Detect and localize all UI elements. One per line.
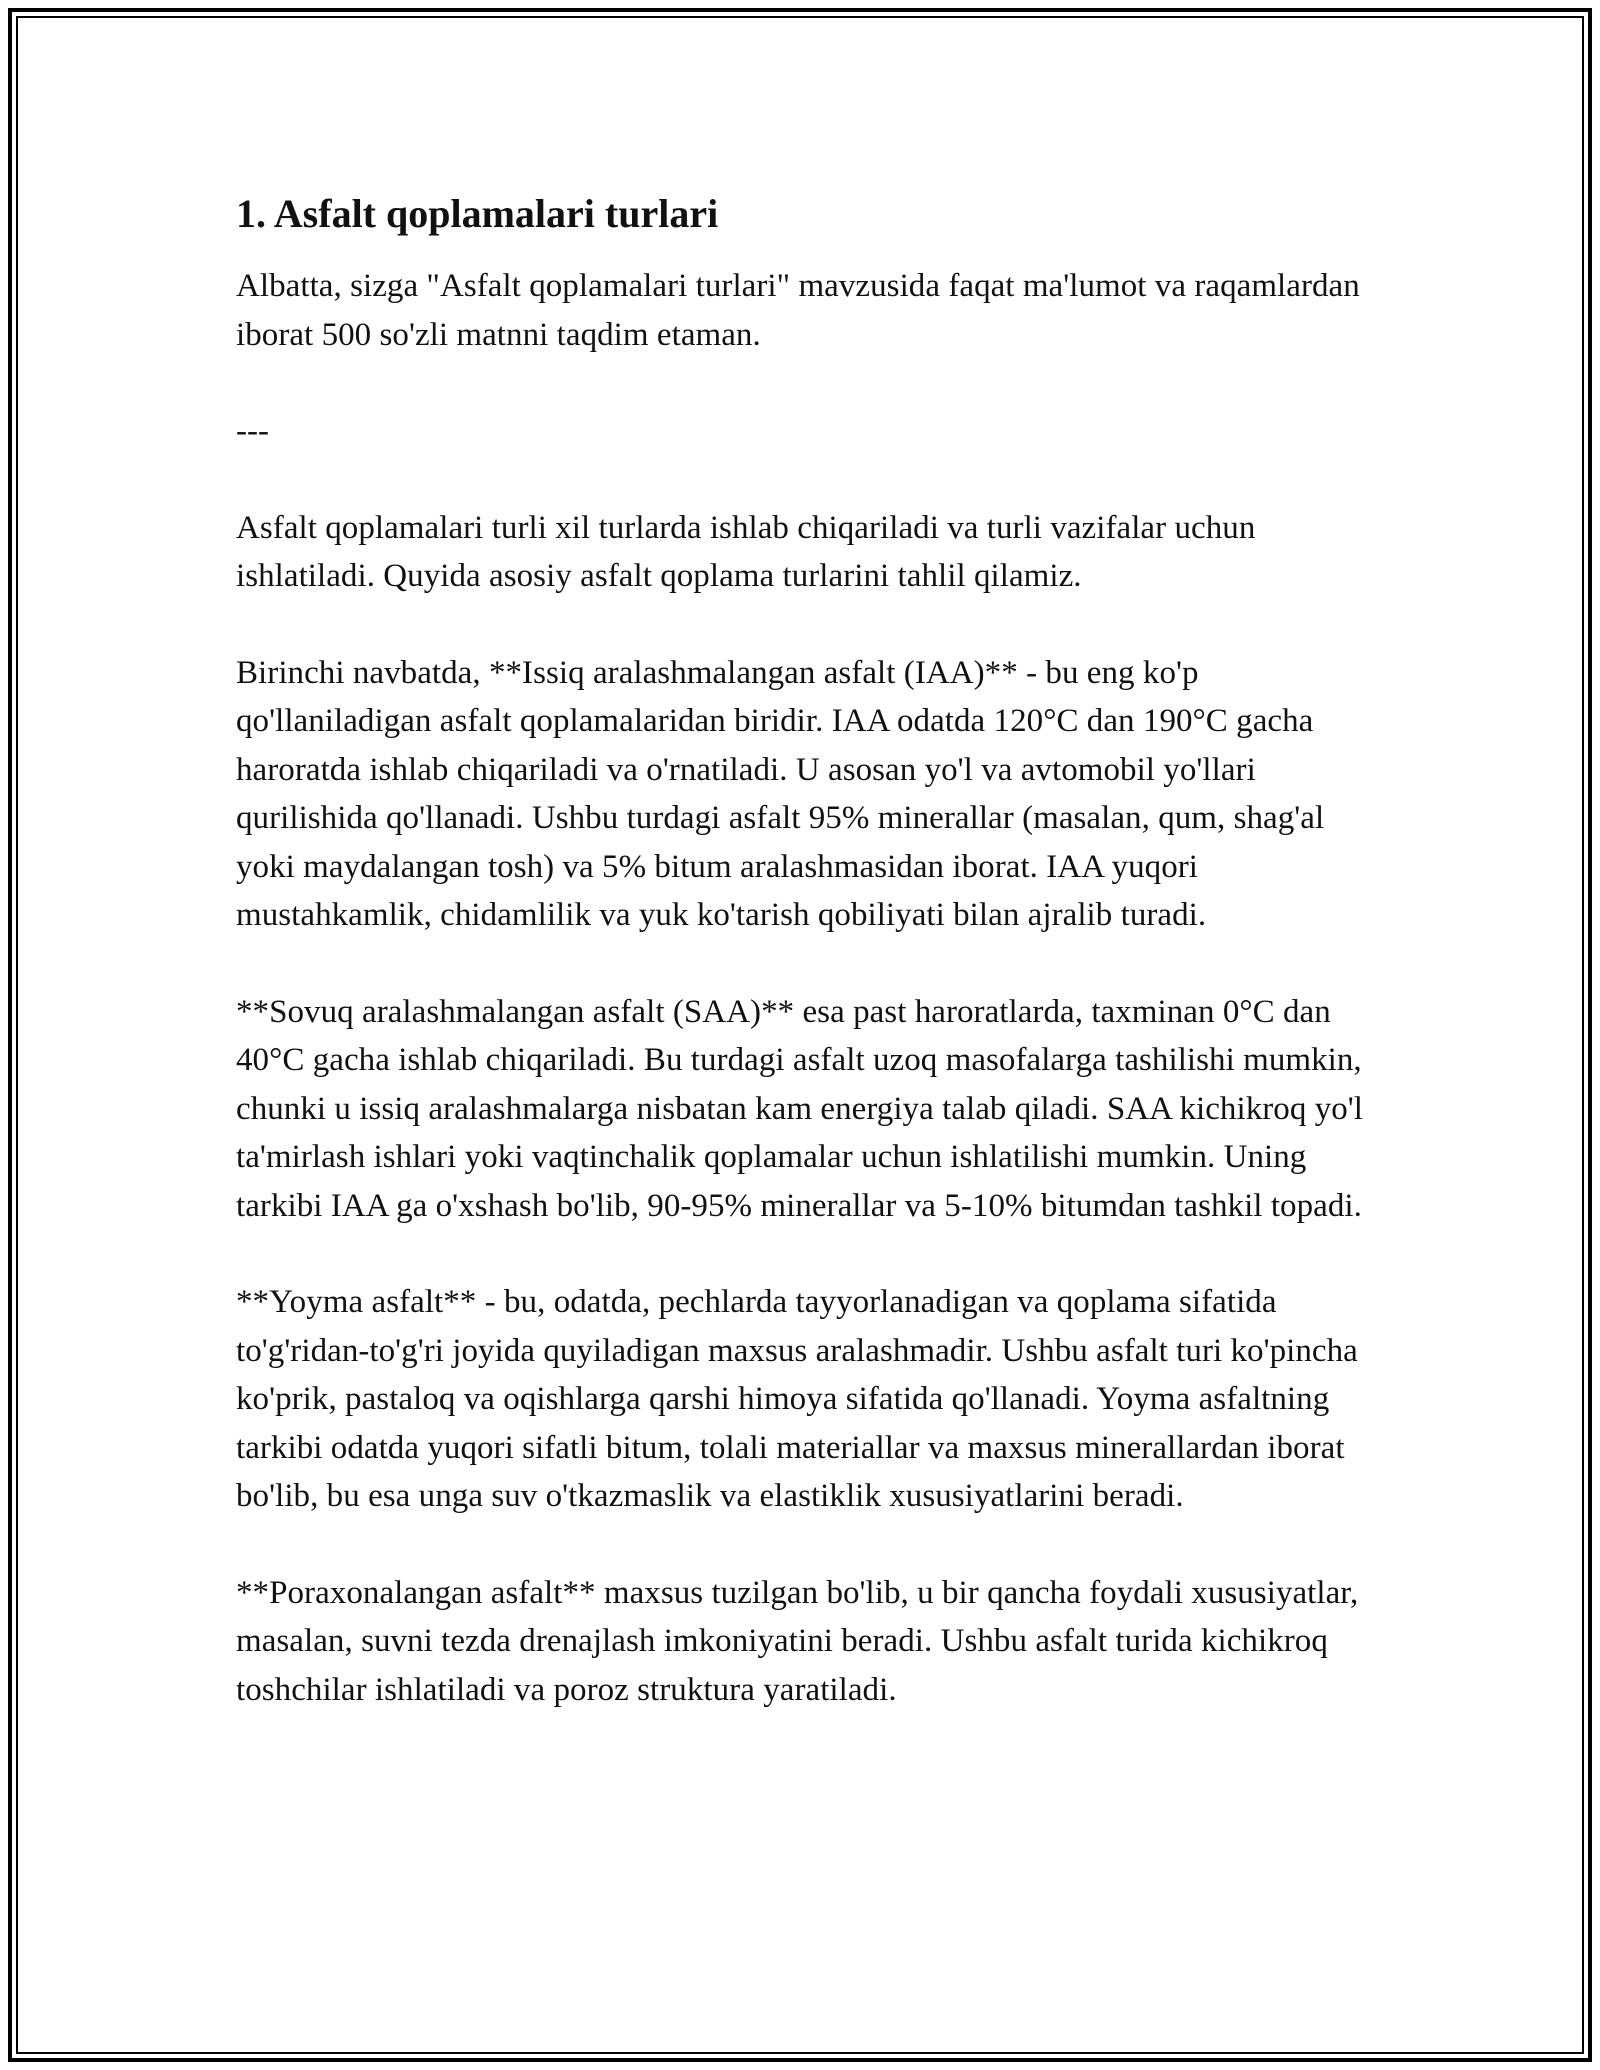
- intro-paragraph: Albatta, sizga "Asfalt qoplamalari turlari" mavzusida faqat ma'lumot va raqamlardan iborat 500 so'zli matnni taqdim etaman.: [236, 268, 1360, 353]
- paragraph-hot-mix-asphalt: Birinchi navbatda, **Issiq aralashmalangan asfalt (IAA)** - bu eng ko'p qo'llaniladigan asfalt qoplamalaridan biridir. IAA odatda 120°C dan 190°C gacha haroratda ishlab chiqariladi va o'rnatiladi. U asosan yo'l va avtomobil yo'llari qurilishida qo'llanadi. Ushbu turdagi asfalt 95% minerallar (masalan, qum, shag'al yoki maydalangan tosh) va 5% bitum aralashmasidan iborat. IAA yuqori mustahkamlik, chidamlilik va yuk ko'tarish qobiliyati bilan ajralib turadi.: [236, 654, 1325, 933]
- paragraph-porous-asphalt: **Poraxonalangan asfalt** maxsus tuzilgan bo'lib, u bir qancha foydali xususiyatlar, masalan, suvni tezda drenajlash imkoniyatini beradi. Ushbu asfalt turida kichikroq toshchilar ishlatiladi va poroz struktura yaratiladi.: [236, 1574, 1359, 1708]
- section-heading: 1. Asfalt qoplamalari turlari: [236, 191, 719, 236]
- separator-line: ---: [236, 413, 269, 449]
- paragraph-overview: Asfalt qoplamalari turli xil turlarda ishlab chiqariladi va turli vazifalar uchun ishlatiladi. Quyida asosiy asfalt qoplama turlarini tahlil qilamiz.: [236, 509, 1256, 594]
- paragraph-mastic-asphalt: **Yoyma asfalt** - bu, odatda, pechlarda tayyorlanadigan va qoplama sifatida to'g'ridan-to'g'ri joyida quyiladigan maxsus aralashmadir. Ushbu asfalt turi ko'pincha ko'prik, pastaloq va oqishlarga qarshi himoya sifatida qo'llanadi. Yoyma asfaltning tarkibi odatda yuqori sifatli bitum, tolali materiallar va maxsus minerallardan iborat bo'lib, bu esa unga suv o'tkazmaslik va elastiklik xususiyatlarini beradi.: [236, 1284, 1358, 1514]
- paragraph-cold-mix-asphalt: **Sovuq aralashmalangan asfalt (SAA)** esa past haroratlarda, taxminan 0°C dan 40°C gacha ishlab chiqariladi. Bu turdagi asfalt uzoq masofalarga tashilishi mumkin, chunki u issiq aralashmalarga nisbatan kam energiya talab qiladi. SAA kichikroq yo'l ta'mirlash ishlari yoki vaqtinchalik qoplamalar uchun ishlatilishi mumkin. Uning tarkibi IAA ga o'xshash bo'lib, 90-95% minerallar va 5-10% bitumdan tashkil topadi.: [236, 993, 1364, 1224]
- document-body: [236, 188, 1366, 1762]
